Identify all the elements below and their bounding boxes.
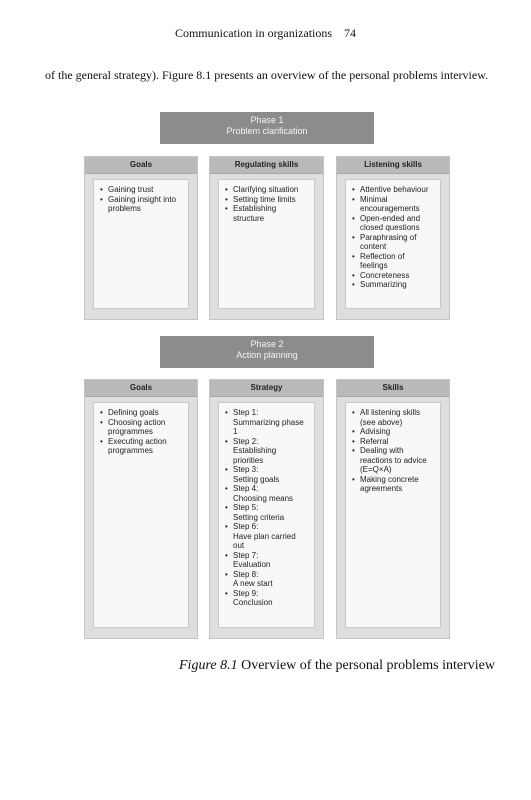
column-body [93,402,189,628]
list-item: • All listening skills (see above) [352,408,434,427]
list-item: • Gaining insight into problems [100,195,182,214]
phase1-subtitle: Problem clarification [226,126,308,136]
phase2-skills-column [336,379,450,639]
strategy-step [225,522,308,551]
phase1-listening-skills-column [336,156,450,320]
step-text: Have plan carried out [233,531,296,550]
list-item: • Advising [352,427,434,437]
figure-caption [179,657,495,674]
strategy-step [225,551,308,570]
list-item: • Clarifying situation [225,185,308,195]
list-item: • Referral [352,437,434,447]
column-body [218,402,315,628]
phase2-strategy-column [209,379,324,639]
phase1-goals-column [84,156,198,320]
step-text: Setting goals [233,474,280,484]
caption-text: Overview of the personal problems interview [241,658,495,673]
step-text: Establishing priorities [233,446,277,465]
step-text: Choosing means [233,493,294,503]
step-text: Summarizing phase 1 [233,417,304,436]
list-item: • Executing action programmes [100,437,182,456]
step-text: Conclusion [233,598,273,607]
step-text: Setting criteria [233,512,285,522]
column-title: Skills [337,380,449,397]
intro-paragraph [45,68,489,83]
phase1-banner [160,112,374,144]
step-label: Step 2: [233,436,259,446]
step-label: Step 7: [233,550,259,560]
page-number: 74 [344,26,357,40]
running-title: Communication in organizations [174,26,333,40]
strategy-step [225,589,308,608]
list-item: • Reflection of feelings [352,252,434,271]
list-item: • Choosing action programmes [100,418,182,437]
column-title: Regulating skills [210,157,323,174]
column-title: Strategy [210,380,323,397]
column-body [345,402,441,628]
step-label: Step 5: [233,503,259,512]
phase2-goals-column [84,379,198,639]
phase1-title: Phase 1 [250,115,284,125]
list-item: • Setting time limits [225,195,308,205]
list-item: • Concreteness [352,271,434,281]
list-item: • Gaining trust [100,185,182,195]
list-item: • Summarizing [352,280,434,290]
list-item: • Paraphrasing of content [352,233,434,252]
step-label: Step 4: [233,484,259,493]
step-label: Step 3: [233,465,259,474]
strategy-step [225,503,308,522]
column-body [345,179,441,309]
list-item: • Defining goals [100,408,182,418]
step-label: Step 9: [233,588,259,598]
step-text: A new start [233,579,273,588]
column-title: Listening skills [337,157,449,174]
list-item: • Attentive behaviour [352,185,434,195]
strategy-step [225,437,308,466]
list-item: • Establishing structure [225,204,308,223]
list-item: • Dealing with reactions to advice (E=Q×A) [352,446,434,475]
phase1-regulating-skills-column [209,156,324,320]
strategy-step [225,484,308,503]
strategy-step [225,465,308,484]
step-label: Step 1: [233,408,259,417]
phase2-subtitle: Action planning [236,350,298,360]
column-title: Goals [85,380,197,397]
strategy-step [225,408,308,437]
list-item: • Open-ended and closed questions [352,214,434,233]
list-item: • Minimal encouragements [352,195,434,214]
intro-text: of the general strategy). Figure 8.1 presents an overview of the personal problems interview. [45,68,489,82]
phase2-title: Phase 2 [250,339,284,349]
step-text: Evaluation [233,560,271,569]
step-label: Step 6: [233,522,259,531]
column-title: Goals [85,157,197,174]
column-body [218,179,315,309]
column-body [93,179,189,309]
list-item: • Making concrete agreements [352,475,434,494]
page-header [0,26,531,41]
step-label: Step 8: [233,569,259,579]
figure-label: Figure 8.1 [179,658,238,673]
phase2-banner [160,336,374,368]
strategy-step [225,570,308,589]
